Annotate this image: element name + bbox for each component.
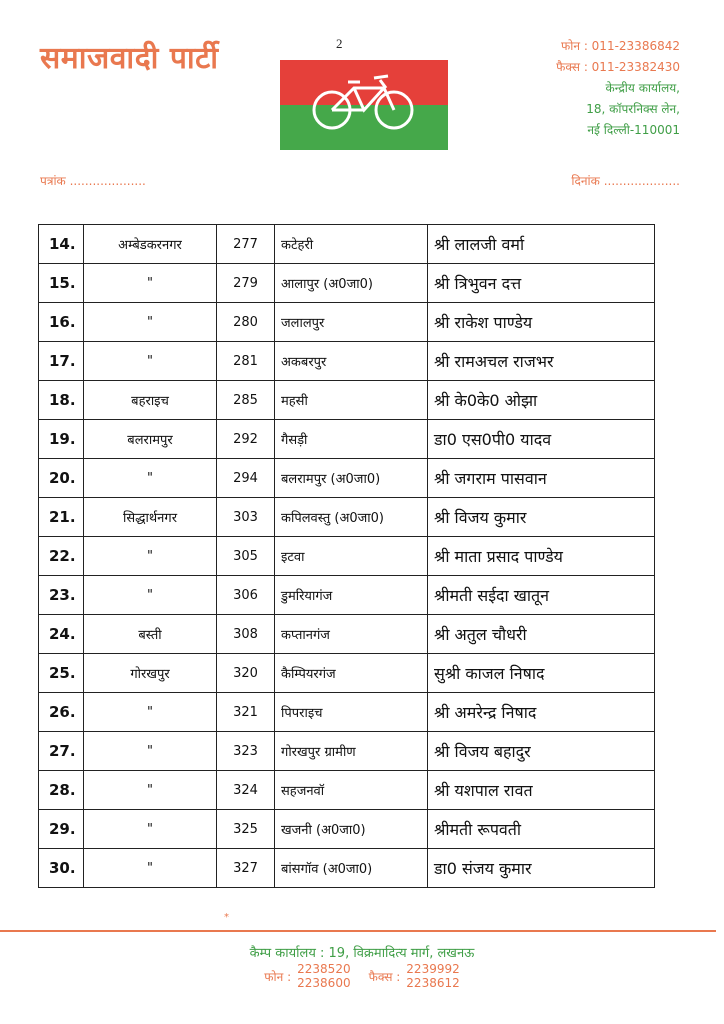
serial-number: 21. — [39, 498, 84, 537]
serial-number: 27. — [39, 732, 84, 771]
serial-number: 18. — [39, 381, 84, 420]
constituency-name: सहजनवॉ — [275, 771, 428, 810]
constituency-name: बांसगॉव (अ0जा0) — [275, 849, 428, 888]
serial-number: 29. — [39, 810, 84, 849]
constituency-name: जलालपुर — [275, 303, 428, 342]
table-row — [39, 849, 655, 888]
fax-number: 2238612 — [406, 976, 460, 990]
constituency-number: 294 — [217, 459, 275, 498]
table-row — [39, 771, 655, 810]
serial-number: 20. — [39, 459, 84, 498]
candidate-name: श्री अतुल चौधरी — [428, 615, 655, 654]
letter-number-field: पत्रांक .................... — [40, 174, 146, 188]
serial-number: 17. — [39, 342, 84, 381]
candidate-name: सुश्री काजल निषाद — [428, 654, 655, 693]
district-name: " — [84, 537, 217, 576]
candidate-name: श्रीमती रूपवती — [428, 810, 655, 849]
constituency-name: अकबरपुर — [275, 342, 428, 381]
district-name: बस्ती — [84, 615, 217, 654]
serial-number: 22. — [39, 537, 84, 576]
district-name: " — [84, 303, 217, 342]
phone-number: 2238520 — [297, 962, 351, 976]
district-name: " — [84, 576, 217, 615]
table-row — [39, 498, 655, 537]
address-line: केन्द्रीय कार्यालय, — [605, 81, 680, 95]
district-name: " — [84, 693, 217, 732]
phone-number: 2238600 — [297, 976, 351, 990]
camp-office-address: कैम्प कार्यालय : 19, विक्रमादित्य मार्ग, लखनऊ — [249, 946, 475, 961]
footer-phones — [0, 962, 724, 990]
constituency-number: 277 — [217, 225, 275, 264]
serial-number: 15. — [39, 264, 84, 303]
table-row — [39, 693, 655, 732]
district-name: " — [84, 264, 217, 303]
constituency-name: गोरखपुर ग्रामीण — [275, 732, 428, 771]
table-row — [39, 264, 655, 303]
phone-label: फोन : — [264, 969, 292, 984]
party-name: समाजवादी पार्टी — [40, 41, 219, 76]
district-name: बहराइच — [84, 381, 217, 420]
footer-phone-group — [264, 962, 350, 990]
fax-number: 2239992 — [406, 962, 460, 976]
candidate-name: श्री राकेश पाण्डेय — [428, 303, 655, 342]
phone-number: फोन : 011-23386842 — [560, 39, 680, 53]
constituency-number: 280 — [217, 303, 275, 342]
table-row — [39, 732, 655, 771]
address-line: नई दिल्ली-110001 — [587, 123, 680, 137]
serial-number: 19. — [39, 420, 84, 459]
constituency-number: 308 — [217, 615, 275, 654]
constituency-number: 305 — [217, 537, 275, 576]
district-name: गोरखपुर — [84, 654, 217, 693]
district-name: " — [84, 459, 217, 498]
footer-fax-group — [369, 962, 460, 990]
candidate-name: श्री के0के0 ओझा — [428, 381, 655, 420]
constituency-name: डुमरियागंज — [275, 576, 428, 615]
constituency-number: 327 — [217, 849, 275, 888]
constituency-name: कैम्पियरगंज — [275, 654, 428, 693]
constituency-name: महसी — [275, 381, 428, 420]
constituency-number: 306 — [217, 576, 275, 615]
constituency-number: 320 — [217, 654, 275, 693]
fax-label: फैक्स : — [368, 969, 401, 984]
constituency-number: 281 — [217, 342, 275, 381]
table-row — [39, 615, 655, 654]
address-line: 18, कॉपरनिक्स लेन, — [586, 102, 680, 116]
serial-number: 28. — [39, 771, 84, 810]
party-flag — [280, 60, 448, 150]
district-name: " — [84, 342, 217, 381]
contact-block — [450, 36, 680, 141]
constituency-number: 325 — [217, 810, 275, 849]
candidate-name: डा0 एस0पी0 यादव — [428, 420, 655, 459]
candidate-name: श्री रामअचल राजभर — [428, 342, 655, 381]
date-field: दिनांक .................... — [571, 174, 680, 188]
table-row — [39, 342, 655, 381]
constituency-number: 321 — [217, 693, 275, 732]
serial-number: 14. — [39, 225, 84, 264]
constituency-name: बलरामपुर (अ0जा0) — [275, 459, 428, 498]
candidate-name: श्री लालजी वर्मा — [428, 225, 655, 264]
constituency-number: 324 — [217, 771, 275, 810]
constituency-number: 303 — [217, 498, 275, 537]
district-name: " — [84, 810, 217, 849]
district-name: " — [84, 849, 217, 888]
footer-mark: * — [224, 912, 229, 923]
table-row — [39, 225, 655, 264]
candidate-name: श्री अमरेन्द्र निषाद — [428, 693, 655, 732]
constituency-number: 285 — [217, 381, 275, 420]
table-row — [39, 654, 655, 693]
candidate-name: श्री त्रिभुवन दत्त — [428, 264, 655, 303]
serial-number: 24. — [39, 615, 84, 654]
district-name: " — [84, 732, 217, 771]
constituency-name: कप्तानगंज — [275, 615, 428, 654]
district-name: अम्बेडकरनगर — [84, 225, 217, 264]
table-row — [39, 420, 655, 459]
candidate-name: श्रीमती सईदा खातून — [428, 576, 655, 615]
constituency-name: कटेहरी — [275, 225, 428, 264]
district-name: " — [84, 771, 217, 810]
candidate-name: श्री यशपाल रावत — [428, 771, 655, 810]
constituency-name: कपिलवस्तु (अ0जा0) — [275, 498, 428, 537]
candidate-name: श्री माता प्रसाद पाण्डेय — [428, 537, 655, 576]
constituency-name: इटवा — [275, 537, 428, 576]
district-name: बलरामपुर — [84, 420, 217, 459]
candidate-table — [38, 224, 655, 888]
table-row — [39, 537, 655, 576]
candidate-name: श्री विजय कुमार — [428, 498, 655, 537]
constituency-name: खजनी (अ0जा0) — [275, 810, 428, 849]
constituency-number: 279 — [217, 264, 275, 303]
serial-number: 16. — [39, 303, 84, 342]
candidate-name: श्री विजय बहादुर — [428, 732, 655, 771]
candidate-name: डा0 संजय कुमार — [428, 849, 655, 888]
fax-number: फैक्स : 011-23382430 — [556, 60, 680, 74]
constituency-number: 292 — [217, 420, 275, 459]
constituency-name: आलापुर (अ0जा0) — [275, 264, 428, 303]
serial-number: 30. — [39, 849, 84, 888]
candidate-name: श्री जगराम पासवान — [428, 459, 655, 498]
constituency-name: गैसड़ी — [275, 420, 428, 459]
table-row — [39, 303, 655, 342]
serial-number: 23. — [39, 576, 84, 615]
table-row — [39, 459, 655, 498]
district-name: सिद्धार्थनगर — [84, 498, 217, 537]
page-number: 2 — [336, 36, 343, 51]
table-row — [39, 381, 655, 420]
constituency-name: पिपराइच — [275, 693, 428, 732]
serial-number: 26. — [39, 693, 84, 732]
constituency-number: 323 — [217, 732, 275, 771]
footer-divider — [0, 930, 716, 932]
table-row — [39, 810, 655, 849]
serial-number: 25. — [39, 654, 84, 693]
table-row — [39, 576, 655, 615]
